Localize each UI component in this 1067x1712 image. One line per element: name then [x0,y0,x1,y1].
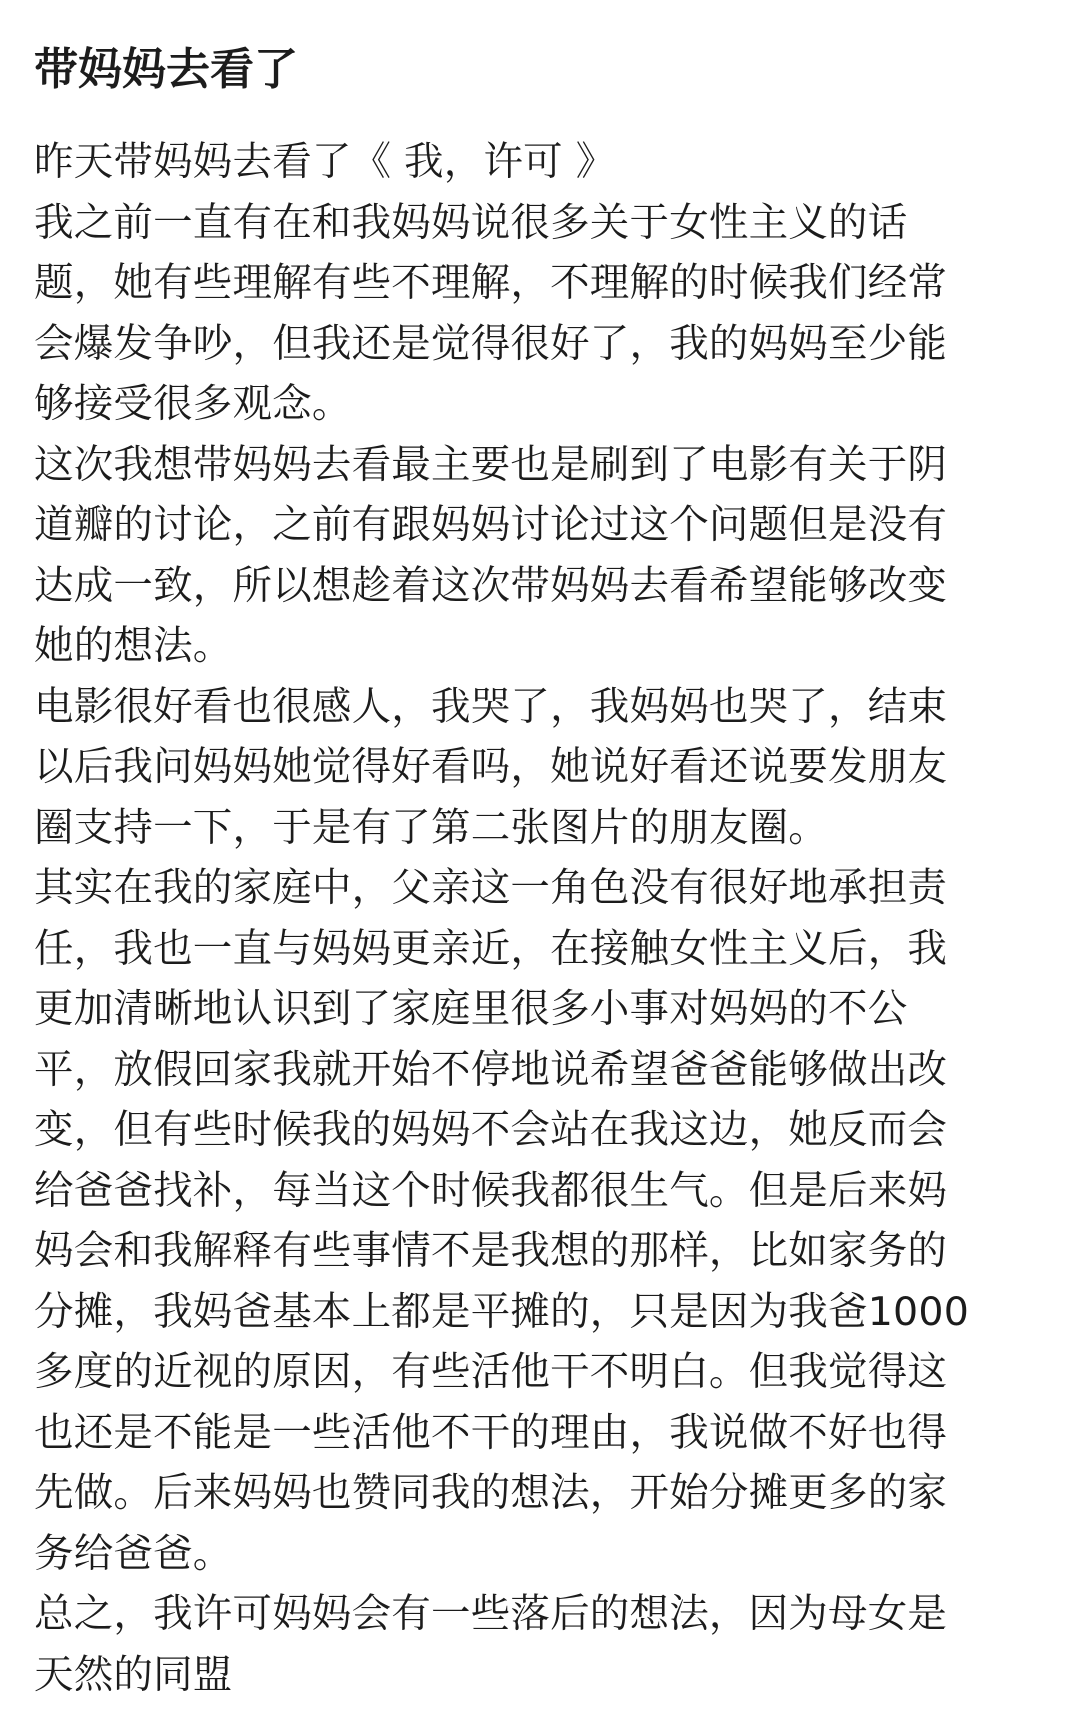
post-line: 务给爸爸。 [34,1530,233,1577]
post-line: 道瓣的讨论，之前有跟妈妈讨论过这个问题但是没有 [34,502,948,548]
post-line: 先做。后来妈妈也赞同我的想法，开始分摊更多的家 [34,1470,948,1516]
post-line: 任，我也一直与妈妈更亲近，在接触女性主义后，我 [34,925,948,972]
post-body [34,132,1034,1705]
post-line: 以后我问妈妈她觉得好看吗，她说好看还说要发朋友 [34,744,948,790]
post-line: 妈会和我解释有些事情不是我想的那样，比如家务的 [34,1228,948,1274]
post-line: 总之，我许可妈妈会有一些落后的想法，因为母女是 [34,1591,948,1637]
post-line: 给爸爸找补，每当这个时候我都很生气。但是后来妈 [34,1167,948,1214]
post-line: 圈支持一下，于是有了第二张图片的朋友圈。 [34,804,828,851]
post-line: 昨天带妈妈去看了《 我，许可 》 [34,139,616,185]
post-line: 也还是不能是一些活他不干的理由，我说做不好也得 [34,1409,948,1456]
post-line: 多度的近视的原因，有些活他干不明白。但我觉得这 [34,1349,948,1395]
post-line: 这次我想带妈妈去看最主要也是刷到了电影有关于阴 [34,441,948,488]
post-line: 我之前一直有在和我妈妈说很多关于女性主义的话 [34,199,908,246]
post-line: 变，但有些时候我的妈妈不会站在我这边，她反而会 [34,1107,948,1153]
post-line: 会爆发争吵，但我还是觉得很好了，我的妈妈至少能 [34,320,948,367]
post-line: 更加清晰地认识到了家庭里很多小事对妈妈的不公 [34,986,908,1032]
post-line: 题，她有些理解有些不理解，不理解的时候我们经常 [34,260,948,306]
post-line: 天然的同盟 [34,1651,233,1698]
post-line: 达成一致，所以想趁着这次带妈妈去看希望能够改变 [34,562,948,609]
post-title: 带妈妈去看了 [34,44,298,95]
post-line: 她的想法。 [34,623,233,669]
post-line: 分摊，我妈爸基本上都是平摊的，只是因为我爸1000 [34,1288,970,1335]
post-line: 其实在我的家庭中，父亲这一角色没有很好地承担责 [34,865,948,911]
post-line: 电影很好看也很感人，我哭了，我妈妈也哭了，结束 [34,683,948,730]
post-line: 够接受很多观念。 [34,381,352,427]
post-line: 平，放假回家我就开始不停地说希望爸爸能够做出改 [34,1046,948,1093]
